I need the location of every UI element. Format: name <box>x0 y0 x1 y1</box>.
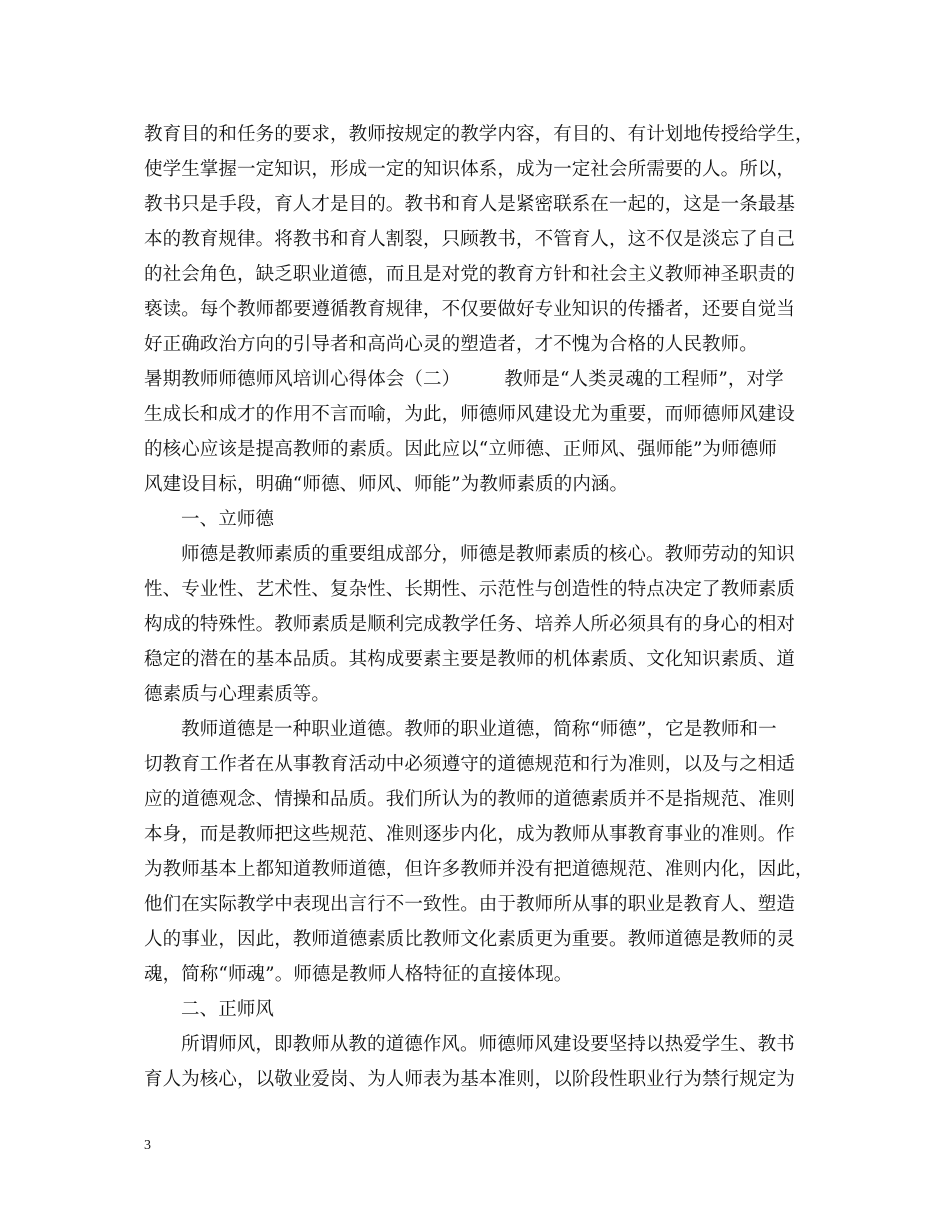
title-line-continuation: 教师是“人类灵魂的工程师”，对学 <box>504 369 784 390</box>
text-line: 本身，而是教师把这些规范、准则逐步内化，成为教师从事教育事业的准则。作 <box>144 824 796 845</box>
paragraph-first-line: 师德是教师素质的重要组成部分，师德是教师素质的核心。教师劳动的知识 <box>181 544 795 565</box>
document-body <box>144 117 824 1097</box>
text-line: 的核心应该是提高教师的素质。因此应以“立师德、正师风、强师能”为师德师 <box>144 439 777 460</box>
text-line: 生成长和成才的作用不言而喻，为此，师德师风建设尤为重要，而师德师风建设 <box>144 404 796 425</box>
text-line: 他们在实际教学中表现出言行不一致性。由于教师所从事的职业是教育人、塑造 <box>144 894 796 915</box>
text-line: 使学生掌握一定知识，形成一定的知识体系，成为一定社会所需要的人。所以， <box>144 159 796 180</box>
document-title: 暑期教师师德师风培训心得体会（二） <box>144 369 461 390</box>
page-number: 3 <box>144 1138 151 1153</box>
text-line: 人的事业，因此，教师道德素质比教师文化素质更为重要。教师道德是教师的灵 <box>144 929 796 950</box>
text-line: 教育目的和任务的要求，教师按规定的教学内容，有目的、有计划地传授给学生， <box>144 124 814 145</box>
text-line: 风建设目标，明确“师德、师风、师能”为教师素质的内涵。 <box>144 474 629 495</box>
text-line: 为教师基本上都知道教师道德，但许多教师并没有把道德规范、准则内化，因此， <box>144 859 814 880</box>
text-line: 性、专业性、艺术性、复杂性、长期性、示范性与创造性的特点决定了教师素质 <box>144 579 796 600</box>
text-line: 德素质与心理素质等。 <box>144 684 331 705</box>
text-line: 魂，简称“师魂”。师德是教师人格特征的直接体现。 <box>144 964 573 985</box>
section-heading: 二、正师风 <box>181 999 275 1020</box>
paragraph-first-line: 所谓师风，即教师从教的道德作风。师德师风建设要坚持以热爱学生、教书 <box>181 1034 795 1055</box>
paragraph-first-line: 教师道德是一种职业道德。教师的职业道德，简称“师德”，它是教师和一 <box>181 719 777 740</box>
text-line: 构成的特殊性。教师素质是顺利完成教学任务、培养人所必须具有的身心的相对 <box>144 614 796 635</box>
text-line: 好正确政治方向的引导者和高尚心灵的塑造者，才不愧为合格的人民教师。 <box>144 334 758 355</box>
text-line: 的社会角色，缺乏职业道德，而且是对党的教育方针和社会主义教师神圣职责的 <box>144 264 796 285</box>
section-heading: 一、立师德 <box>181 509 275 530</box>
text-line: 本的教育规律。将教书和育人割裂，只顾教书，不管育人，这不仅是淡忘了自己 <box>144 229 796 250</box>
text-line: 亵读。每个教师都要遵循教育规律，不仅要做好专业知识的传播者，还要自觉当 <box>144 299 796 320</box>
text-line: 教书只是手段，育人才是目的。教书和育人是紧密联系在一起的，这是一条最基 <box>144 194 796 215</box>
text-line: 育人为核心，以敬业爱岗、为人师表为基本准则，以阶段性职业行为禁行规定为 <box>144 1069 796 1090</box>
title-line <box>144 362 824 397</box>
text-line: 应的道德观念、情操和品质。我们所认为的教师的道德素质并不是指规范、准则 <box>144 789 796 810</box>
text-line: 稳定的潜在的基本品质。其构成要素主要是教师的机体素质、文化知识素质、道 <box>144 649 796 670</box>
text-line: 切教育工作者在从事教育活动中必须遵守的道德规范和行为准则，以及与之相适 <box>144 754 796 775</box>
